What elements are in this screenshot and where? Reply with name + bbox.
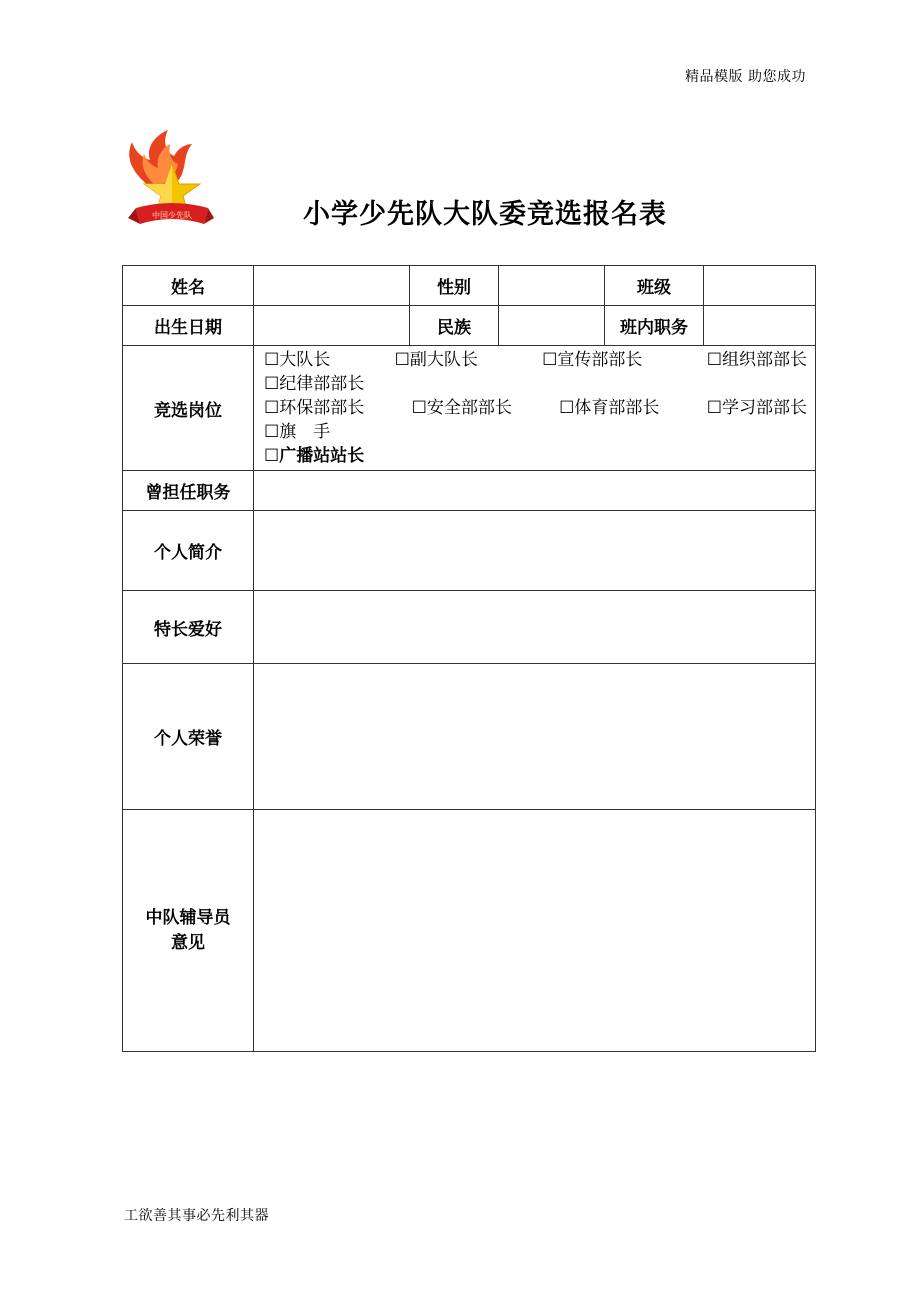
name-field[interactable] bbox=[254, 266, 410, 306]
honors-label: 个人荣誉 bbox=[123, 664, 254, 810]
option-discipline-head[interactable]: ☐纪律部部长 bbox=[264, 374, 365, 394]
positions-label: 竞选岗位 bbox=[123, 346, 254, 471]
form-row-hobbies bbox=[123, 591, 816, 664]
honors-field[interactable] bbox=[254, 664, 816, 810]
birth-date-field[interactable] bbox=[254, 306, 410, 346]
option-broadcast-head[interactable]: ☐广播站站长 bbox=[264, 446, 365, 466]
form-row-honors bbox=[123, 664, 816, 810]
header-note: 精品模版 助您成功 bbox=[685, 69, 806, 85]
class-label: 班级 bbox=[605, 266, 704, 306]
counselor-label-line1: 中队辅导员 bbox=[145, 907, 231, 928]
option-brigade-leader[interactable]: ☐大队长 bbox=[264, 350, 331, 370]
option-safety-head[interactable]: ☐安全部部长 bbox=[411, 398, 512, 418]
counselor-opinion-field[interactable] bbox=[254, 810, 816, 1052]
previous-position-field[interactable] bbox=[254, 471, 816, 511]
hobbies-field[interactable] bbox=[254, 591, 816, 664]
page-title: 小学少先队大队委竞选报名表 bbox=[303, 199, 667, 230]
form-row-birth-info bbox=[123, 306, 816, 346]
name-label: 姓名 bbox=[123, 266, 254, 306]
class-field[interactable] bbox=[704, 266, 816, 306]
positions-options bbox=[254, 346, 816, 471]
form-row-counselor bbox=[123, 810, 816, 1052]
positions-row-1 bbox=[264, 348, 807, 372]
ethnicity-label: 民族 bbox=[410, 306, 499, 346]
intro-field[interactable] bbox=[254, 511, 816, 591]
gender-label: 性别 bbox=[410, 266, 499, 306]
form-row-positions bbox=[123, 346, 816, 471]
counselor-opinion-label bbox=[123, 810, 254, 1052]
option-deputy-brigade-leader[interactable]: ☐副大队长 bbox=[394, 350, 478, 370]
birth-date-label: 出生日期 bbox=[123, 306, 254, 346]
option-publicity-head[interactable]: ☐宣传部部长 bbox=[542, 350, 643, 370]
ethnicity-field[interactable] bbox=[499, 306, 605, 346]
option-study-head[interactable]: ☐学习部部长 bbox=[706, 398, 807, 418]
form-row-previous-position bbox=[123, 471, 816, 511]
option-flag-bearer[interactable]: ☐旗 手 bbox=[264, 422, 331, 442]
positions-row-3 bbox=[264, 396, 807, 420]
registration-form bbox=[122, 265, 816, 1052]
class-position-field[interactable] bbox=[704, 306, 816, 346]
previous-position-label: 曾担任职务 bbox=[123, 471, 254, 511]
option-sports-head[interactable]: ☐体育部部长 bbox=[559, 398, 660, 418]
form-row-basic-info bbox=[123, 266, 816, 306]
class-position-label: 班内职务 bbox=[605, 306, 704, 346]
emblem-ribbon-text: 中国少先队 bbox=[152, 211, 192, 220]
gender-field[interactable] bbox=[499, 266, 605, 306]
option-organization-head[interactable]: ☐组织部部长 bbox=[706, 350, 807, 370]
form-row-intro bbox=[123, 511, 816, 591]
counselor-label-line2: 意见 bbox=[171, 932, 205, 953]
hobbies-label: 特长爱好 bbox=[123, 591, 254, 664]
option-environment-head[interactable]: ☐环保部部长 bbox=[264, 398, 365, 418]
footer-note: 工欲善其事必先利其器 bbox=[124, 1208, 269, 1224]
intro-label: 个人简介 bbox=[123, 511, 254, 591]
